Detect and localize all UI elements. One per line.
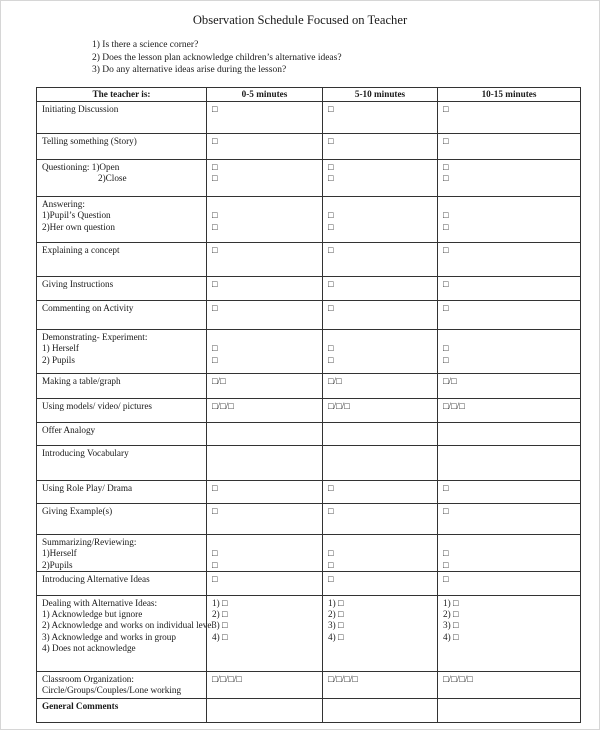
checkbox-icon[interactable]: 4) □	[443, 631, 459, 642]
checkbox-icon[interactable]: □/□/□/□	[443, 673, 473, 684]
question-item: 1) Is there a science corner?	[92, 40, 199, 50]
behavior-label-line: 2)Her own question	[42, 221, 115, 232]
checkbox-cell[interactable]	[323, 423, 438, 446]
checkbox-icon[interactable]	[212, 199, 318, 210]
behavior-label-cell	[37, 330, 207, 374]
table-row	[37, 160, 581, 197]
behavior-label-line: Introducing Vocabulary	[42, 448, 129, 458]
checkbox-icon[interactable]: □	[328, 303, 334, 313]
checkbox-icon[interactable]: 2) □	[443, 609, 459, 620]
checkbox-icon[interactable]: □	[328, 210, 334, 221]
behavior-label-cell	[37, 671, 207, 698]
checkbox-icon[interactable]: □	[328, 162, 334, 172]
behavior-label-line: 1) Herself	[42, 343, 79, 354]
behavior-label-line: Dealing with Alternative Ideas:	[42, 597, 158, 608]
checkbox-icon[interactable]	[443, 685, 576, 696]
checkbox-cell[interactable]	[438, 243, 581, 277]
checkbox-icon[interactable]: □	[443, 245, 449, 255]
checkbox-icon[interactable]	[443, 701, 576, 712]
checkbox-icon[interactable]: □	[443, 162, 449, 172]
behavior-label-cell	[37, 374, 207, 399]
checkbox-icon[interactable]: □	[212, 221, 218, 232]
checkbox-icon[interactable]: □/□	[328, 376, 342, 386]
checkbox-icon[interactable]: □	[328, 136, 334, 146]
checkbox-cell[interactable]	[323, 535, 438, 572]
checkbox-icon[interactable]: □	[328, 104, 334, 114]
behavior-label-line: Circle/Groups/Couples/Lone working	[42, 685, 182, 696]
checkbox-cell[interactable]	[438, 446, 581, 481]
checkbox-icon[interactable]: □	[212, 303, 218, 313]
table-row	[37, 446, 581, 481]
checkbox-cell[interactable]	[207, 197, 323, 243]
checkbox-icon[interactable]: □/□/□	[328, 401, 350, 411]
table-row	[37, 481, 581, 504]
checkbox-icon[interactable]: □/□	[443, 376, 457, 386]
checkbox-cell[interactable]	[323, 134, 438, 160]
table-header-row	[37, 88, 581, 102]
checkbox-cell[interactable]	[438, 197, 581, 243]
checkbox-icon[interactable]: □	[328, 354, 334, 365]
behavior-label-line: Explaining a concept	[42, 245, 120, 255]
behavior-label-cell	[37, 504, 207, 535]
checkbox-icon[interactable]	[328, 701, 433, 712]
checkbox-cell[interactable]	[323, 243, 438, 277]
checkbox-cell[interactable]	[207, 671, 323, 698]
checkbox-cell[interactable]	[207, 423, 323, 446]
behavior-label-cell	[37, 134, 207, 160]
checkbox-cell[interactable]	[207, 374, 323, 399]
checkbox-cell[interactable]	[438, 504, 581, 535]
checkbox-icon[interactable]: □	[443, 136, 449, 146]
checkbox-icon[interactable]	[212, 448, 318, 459]
page-title: Observation Schedule Focused on Teacher	[192, 13, 408, 27]
checkbox-cell[interactable]	[323, 301, 438, 330]
checkbox-cell[interactable]	[323, 277, 438, 301]
checkbox-cell[interactable]	[438, 698, 581, 722]
checkbox-cell[interactable]	[323, 102, 438, 134]
checkbox-cell[interactable]	[323, 698, 438, 722]
checkbox-cell[interactable]	[207, 504, 323, 535]
checkbox-cell[interactable]	[323, 330, 438, 374]
checkbox-icon[interactable]: □	[443, 279, 449, 289]
behavior-label-line: 2) Acknowledge and works on individual level	[42, 620, 214, 631]
checkbox-icon[interactable]: □	[212, 573, 218, 584]
observation-table	[36, 87, 581, 723]
checkbox-icon[interactable]: □	[443, 483, 449, 493]
question-list	[92, 39, 342, 77]
checkbox-icon[interactable]	[212, 701, 318, 712]
checkbox-icon[interactable]: □/□	[212, 376, 226, 386]
checkbox-icon[interactable]: □	[443, 210, 449, 221]
checkbox-icon[interactable]	[443, 425, 576, 436]
checkbox-cell[interactable]	[438, 102, 581, 134]
checkbox-icon[interactable]: □	[328, 173, 334, 184]
checkbox-icon[interactable]: 2) □	[212, 609, 228, 620]
checkbox-icon[interactable]: □	[212, 104, 218, 114]
checkbox-icon[interactable]: □	[212, 483, 218, 493]
behavior-label-cell	[37, 481, 207, 504]
checkbox-icon[interactable]	[328, 537, 433, 548]
checkbox-icon[interactable]: □	[443, 173, 449, 184]
checkbox-icon[interactable]: 2) □	[328, 609, 344, 620]
checkbox-icon[interactable]: □	[212, 548, 218, 559]
table-row	[37, 102, 581, 134]
checkbox-cell[interactable]	[323, 571, 438, 595]
checkbox-cell[interactable]	[207, 698, 323, 722]
checkbox-cell[interactable]	[207, 277, 323, 301]
behavior-label-cell	[37, 446, 207, 481]
checkbox-cell[interactable]	[438, 330, 581, 374]
checkbox-cell[interactable]	[438, 374, 581, 399]
checkbox-icon[interactable]	[443, 643, 576, 654]
checkbox-cell[interactable]	[438, 134, 581, 160]
checkbox-cell[interactable]	[323, 399, 438, 423]
behavior-label-line: Questioning: 1)Open	[42, 162, 120, 172]
checkbox-icon[interactable]: □	[328, 279, 334, 289]
checkbox-icon[interactable]: □	[212, 210, 218, 221]
checkbox-cell[interactable]	[207, 399, 323, 423]
behavior-label-line: 4) Does not acknowledge	[42, 643, 136, 654]
checkbox-icon[interactable]: □	[212, 162, 218, 172]
checkbox-icon[interactable]: □	[212, 279, 218, 289]
behavior-label-cell	[37, 102, 207, 134]
checkbox-icon[interactable]	[212, 332, 318, 343]
behavior-label-line: 1)Pupil’s Question	[42, 210, 111, 221]
checkbox-icon[interactable]: 1) □	[328, 597, 344, 608]
checkbox-icon[interactable]: □	[328, 221, 334, 232]
checkbox-cell[interactable]	[438, 481, 581, 504]
checkbox-cell[interactable]	[438, 301, 581, 330]
table-row	[37, 330, 581, 374]
checkbox-cell[interactable]	[323, 197, 438, 243]
checkbox-cell[interactable]	[207, 481, 323, 504]
checkbox-icon[interactable]: □	[328, 548, 334, 559]
checkbox-icon[interactable]: □	[443, 354, 449, 365]
checkbox-cell[interactable]	[207, 330, 323, 374]
behavior-label-cell	[37, 277, 207, 301]
checkbox-icon[interactable]: □	[212, 506, 218, 516]
checkbox-icon[interactable]	[328, 643, 433, 654]
checkbox-icon[interactable]	[212, 643, 318, 654]
behavior-label-line: 2)Close	[98, 173, 127, 184]
checkbox-cell[interactable]	[207, 102, 323, 134]
checkbox-icon[interactable]: □	[328, 483, 334, 493]
header-teacher: The teacher is:	[37, 88, 207, 102]
checkbox-icon[interactable]: 3) □	[328, 620, 344, 631]
checkbox-icon[interactable]: □	[328, 573, 334, 584]
checkbox-icon[interactable]: 1) □	[443, 597, 459, 608]
behavior-label-line: 1)Herself	[42, 548, 77, 559]
table-row	[37, 301, 581, 330]
checkbox-cell[interactable]	[207, 301, 323, 330]
header-10-15-minutes: 10-15 minutes	[438, 88, 581, 102]
checkbox-cell[interactable]	[207, 571, 323, 595]
checkbox-icon[interactable]: □/□/□	[443, 401, 465, 411]
table-row	[37, 374, 581, 399]
checkbox-icon[interactable]	[212, 685, 318, 696]
table-row	[37, 277, 581, 301]
checkbox-icon[interactable]: □	[212, 343, 218, 354]
checkbox-icon[interactable]: □	[212, 354, 218, 365]
checkbox-icon[interactable]: 3) □	[443, 620, 459, 631]
behavior-label-line: Giving Example(s)	[42, 506, 113, 516]
table-body	[37, 102, 581, 723]
checkbox-icon[interactable]	[212, 425, 318, 436]
behavior-label-line: General Comments	[42, 700, 119, 711]
checkbox-icon[interactable]	[328, 425, 433, 436]
checkbox-cell[interactable]	[323, 374, 438, 399]
checkbox-icon[interactable]	[328, 448, 433, 459]
behavior-label-line: 2)Pupils	[42, 559, 73, 570]
checkbox-icon[interactable]: □	[443, 343, 449, 354]
checkbox-cell[interactable]	[207, 595, 323, 671]
checkbox-cell[interactable]	[438, 399, 581, 423]
behavior-label-line: Giving Instructions	[42, 279, 114, 289]
behavior-label-line: Classroom Organization:	[42, 673, 134, 684]
checkbox-icon[interactable]: 4) □	[328, 631, 344, 642]
checkbox-cell[interactable]	[323, 446, 438, 481]
behavior-label-line: Demonstrating- Experiment:	[42, 332, 148, 342]
checkbox-icon[interactable]: □	[443, 104, 449, 114]
checkbox-icon[interactable]: □	[212, 136, 218, 146]
checkbox-cell[interactable]	[438, 671, 581, 698]
checkbox-icon[interactable]	[443, 199, 576, 210]
behavior-label-line: Initiating Discussion	[42, 104, 119, 114]
checkbox-icon[interactable]: □	[328, 245, 334, 255]
table-row	[37, 595, 581, 671]
checkbox-cell[interactable]	[438, 160, 581, 197]
checkbox-cell[interactable]	[207, 160, 323, 197]
table-row	[37, 671, 581, 698]
table-row	[37, 197, 581, 243]
behavior-label-line: Answering:	[42, 199, 85, 209]
behavior-label-line: Summarizing/Reviewing:	[42, 537, 137, 547]
checkbox-cell[interactable]	[323, 671, 438, 698]
checkbox-icon[interactable]: □	[443, 548, 449, 559]
checkbox-icon[interactable]: □	[212, 173, 218, 184]
checkbox-cell[interactable]	[207, 134, 323, 160]
question-item: 2) Does the lesson plan acknowledge children’s alternative ideas?	[92, 52, 342, 63]
checkbox-cell[interactable]	[438, 571, 581, 595]
checkbox-cell[interactable]	[323, 481, 438, 504]
behavior-label-cell	[37, 698, 207, 722]
checkbox-icon[interactable]: □	[443, 573, 449, 584]
checkbox-icon[interactable]: □	[443, 221, 449, 232]
header-0-5-minutes: 0-5 minutes	[207, 88, 323, 102]
behavior-label-cell	[37, 160, 207, 197]
checkbox-cell[interactable]	[207, 535, 323, 572]
checkbox-icon[interactable]: 1) □	[212, 597, 228, 608]
checkbox-icon[interactable]: □	[443, 506, 449, 516]
checkbox-icon[interactable]	[443, 332, 576, 343]
table-row	[37, 134, 581, 160]
checkbox-icon[interactable]: □	[443, 559, 449, 570]
behavior-label-cell	[37, 571, 207, 595]
table-row	[37, 535, 581, 572]
behavior-label-cell	[37, 595, 214, 671]
checkbox-cell[interactable]	[207, 446, 323, 481]
behavior-label-line: Commenting on Activity	[42, 303, 134, 313]
behavior-label-line: Telling something (Story)	[42, 136, 137, 146]
table-row	[37, 423, 581, 446]
behavior-label-line: Using Role Play/ Drama	[42, 483, 133, 493]
checkbox-icon[interactable]: □	[328, 343, 334, 354]
behavior-label-cell	[37, 301, 207, 330]
behavior-label-line: Introducing Alternative Ideas	[42, 573, 150, 584]
checkbox-icon[interactable]: 3) □	[212, 620, 228, 631]
behavior-label-cell	[37, 399, 207, 423]
table-row	[37, 571, 581, 595]
checkbox-icon[interactable]	[212, 537, 318, 548]
checkbox-icon[interactable]: □	[212, 245, 218, 255]
checkbox-cell[interactable]	[323, 504, 438, 535]
checkbox-icon[interactable]: □	[328, 559, 334, 570]
behavior-label-cell	[37, 423, 207, 446]
behavior-label-line: Offer Analogy	[42, 425, 96, 435]
checkbox-icon[interactable]: □/□/□	[212, 401, 234, 411]
table-row	[37, 698, 581, 722]
checkbox-cell[interactable]	[438, 595, 581, 671]
behavior-label-cell	[37, 197, 207, 243]
table-row	[37, 399, 581, 423]
behavior-label-line: 2) Pupils	[42, 354, 75, 365]
table-row	[37, 504, 581, 535]
checkbox-icon[interactable]: □/□/□/□	[212, 673, 242, 684]
checkbox-icon[interactable]: □	[212, 559, 218, 570]
behavior-label-cell	[37, 535, 207, 572]
table-row	[37, 243, 581, 277]
checkbox-icon[interactable]: □/□/□/□	[328, 673, 358, 684]
checkbox-icon[interactable]: □	[328, 506, 334, 516]
checkbox-cell[interactable]	[438, 277, 581, 301]
header-5-10-minutes: 5-10 minutes	[323, 88, 438, 102]
checkbox-cell[interactable]	[438, 535, 581, 572]
checkbox-icon[interactable]: 4) □	[212, 631, 228, 642]
behavior-label-cell	[37, 243, 207, 277]
question-item: 3) Do any alternative ideas arise during the lesson?	[92, 65, 287, 76]
checkbox-icon[interactable]	[328, 332, 433, 343]
checkbox-icon[interactable]	[328, 199, 433, 210]
checkbox-icon[interactable]	[443, 448, 576, 459]
behavior-label-line: 1) Acknowledge but ignore	[42, 609, 143, 620]
behavior-label-line: Making a table/graph	[42, 376, 121, 386]
behavior-label-line: 3) Acknowledge and works in group	[42, 631, 176, 642]
checkbox-cell[interactable]	[323, 160, 438, 197]
checkbox-icon[interactable]	[443, 537, 576, 548]
checkbox-cell[interactable]	[207, 243, 323, 277]
checkbox-cell[interactable]	[323, 595, 438, 671]
checkbox-icon[interactable]	[328, 685, 433, 696]
checkbox-icon[interactable]: □	[443, 303, 449, 313]
behavior-label-line: Using models/ video/ pictures	[42, 401, 152, 411]
checkbox-cell[interactable]	[438, 423, 581, 446]
